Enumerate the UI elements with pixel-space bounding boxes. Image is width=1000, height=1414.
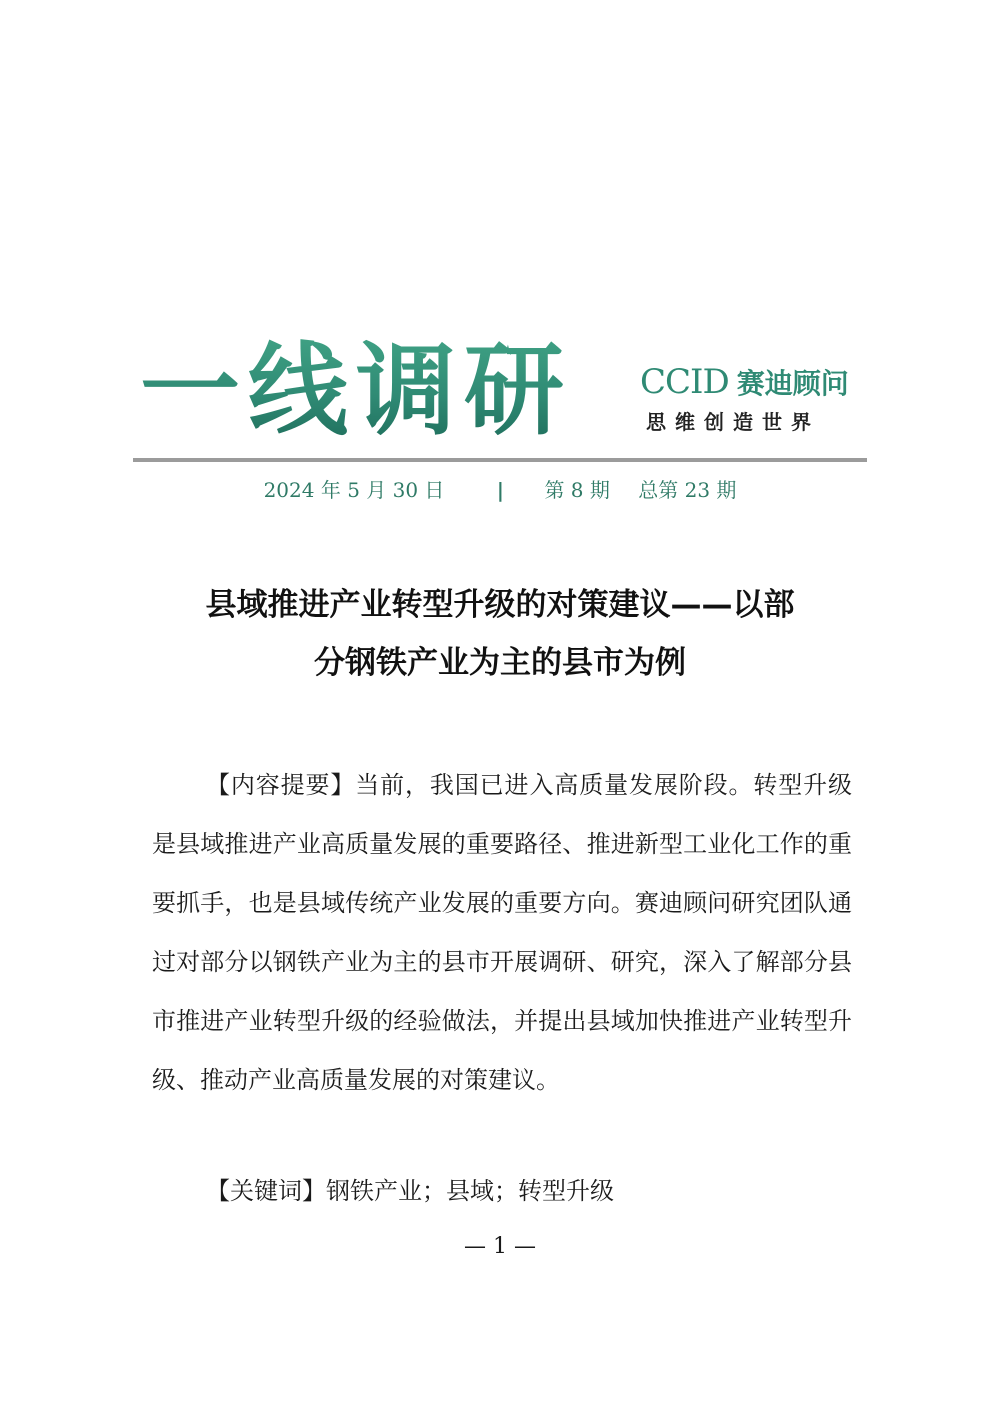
abstract-label: 【内容提要】 (206, 771, 356, 799)
abstract-paragraph (152, 756, 852, 1110)
keywords-line (206, 1166, 856, 1216)
issue-info (0, 474, 1000, 503)
article-title (140, 576, 860, 692)
issue-separator: | (496, 478, 505, 502)
article-title-line-1: 县域推进产业转型升级的对策建议——以部 (205, 587, 795, 623)
keywords-text: 钢铁产业；县域；转型升级 (326, 1177, 614, 1205)
brand-block (640, 362, 865, 435)
issue-date: 2024 年 5 月 30 日 (263, 478, 445, 502)
keywords-label: 【关键词】 (206, 1177, 326, 1205)
issue-total: 总第 23 期 (638, 478, 737, 502)
page-number: — 1 — (464, 1234, 536, 1259)
issue-number: 第 8 期 (544, 478, 610, 502)
header-divider (133, 458, 867, 462)
ccid-logo: CCID (640, 362, 729, 402)
abstract-text: 当前，我国已进入高质量发展阶段。转型升级是县域推进产业高质量发展的重要路径、推进新型工业化工作的重要抓手，也是县域传统产业发展的重要方向。赛迪顾问研究团队通过对部分以钢铁产业为主的县市开展调研、研究，深入了解部分县市推进产业转型升级的经验做法，并提出县域加快推进产业转型升级、推动产业高质量发展的对策建议。 (152, 771, 852, 1094)
masthead-title: 一线调研 (140, 332, 572, 449)
brand-slogan: 思维创造世界 (646, 410, 820, 434)
article-title-line-2: 分钢铁产业为主的县市为例 (314, 645, 686, 681)
brand-row (640, 362, 865, 402)
brand-name: 赛迪顾问 (736, 367, 849, 400)
